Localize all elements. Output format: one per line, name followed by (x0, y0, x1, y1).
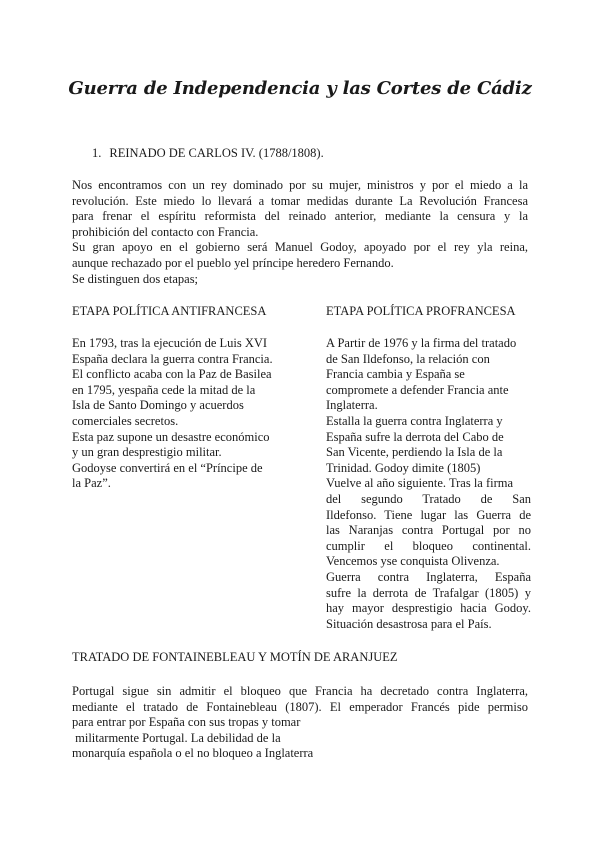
column-line: las Naranjas contra Portugal por no (326, 523, 531, 538)
section-heading-reinado (92, 146, 324, 161)
column-line: San Vicente, perdiendo la Isla de la (326, 445, 503, 460)
column-line: hay mayor desprestigio hacia Godoy. (326, 601, 531, 616)
column-line: En 1793, tras la ejecución de Luis XVI (72, 336, 268, 350)
document-title: Guerra de Independencia y las Cortes de Cádiz (68, 78, 532, 99)
column-line: Inglaterra. (326, 398, 378, 413)
column-line: Isla de Santo Domingo y acuerdos (72, 398, 244, 413)
paragraph-line: aunque rechazado por el pueblo yel príncipe heredero Fernando. (72, 255, 394, 270)
paragraph-fontainebleau (72, 684, 528, 762)
left-column-heading: ETAPA POLÍTICA ANTIFRANCESA (72, 304, 267, 318)
right-column-text (326, 336, 531, 632)
column-line: Guerra contra Inglaterra, España (326, 569, 531, 584)
column-line: del segundo Tratado de San (326, 491, 531, 506)
column-line: Esta paz supone un desastre económico (72, 429, 270, 444)
column-line: en 1795, yespaña cede la mitad de la (72, 382, 256, 397)
column-line: de San Ildefonso, la relación con (326, 351, 490, 366)
column-line: Vuelve al año siguiente. Tras la firma (326, 476, 514, 491)
column-line: Francia cambia y España se (326, 367, 465, 382)
column-line: sufre la derrota de Trafalgar (1805) y (326, 585, 531, 600)
paragraph-line: Su gran apoyo en el gobierno será Manuel Godoy, apoyado por el rey yla reina, (72, 240, 528, 255)
column-line: y un gran desprestigio militar. (72, 445, 222, 460)
column-line: Ildefonso. Tiene lugar las Guerra de (326, 507, 531, 522)
paragraph-line: Nos encontramos con un rey dominado por su mujer, ministros y por el miedo a la (72, 178, 528, 192)
column-line: comerciales secretos. (72, 413, 179, 428)
paragraph-line: monarquía española o el no bloqueo a Inglaterra (72, 746, 314, 761)
paragraph-line: para entrar por España con sus tropas y tomar (72, 715, 301, 730)
column-line: Godoyse convertirá en el “Príncipe de (72, 460, 263, 475)
paragraph-intro (72, 178, 528, 287)
column-line: cumplir el bloqueo continental. (326, 538, 531, 553)
section-heading-text: REINADO DE CARLOS IV. (1788/1808). (109, 146, 324, 160)
column-line: A Partir de 1976 y la firma del tratado (326, 336, 517, 350)
column-line: Vencemos yse conquista Olivenza. (326, 554, 500, 569)
column-line: la Paz”. (72, 476, 111, 491)
paragraph-line: mediante el tratado de Fontainebleau (1807). El emperador Francés pide permiso (72, 699, 528, 714)
paragraph-line: revolución. Este miedo lo llevará a tomar medidas durante La Revolución Francesa (72, 193, 528, 208)
column-line: España declara la guerra contra Francia. (72, 351, 273, 366)
column-line: España sufre la derrota del Cabo de (326, 429, 504, 444)
column-line: Estalla la guerra contra Inglaterra y (326, 413, 503, 428)
paragraph-line: militarmente Portugal. La debilidad de la (72, 730, 281, 745)
column-line: compromete a defender Francia ante (326, 382, 509, 397)
paragraph-line: Se distinguen dos etapas; (72, 271, 199, 286)
paragraph-line: Portugal sigue sin admitir el bloqueo que Francia ha decretado contra Inglaterra, (72, 684, 528, 698)
column-line: Trinidad. Godoy dimite (1805) (326, 460, 481, 475)
section-heading-fontainebleau: TRATADO DE FONTAINEBLEAU Y MOTÍN DE ARANJUEZ (72, 650, 398, 664)
left-column-text (72, 336, 297, 492)
paragraph-line: para frenar el espíritu reformista del reinado anterior, mediante la censura y la (72, 209, 528, 224)
column-line: El conflicto acaba con la Paz de Basilea (72, 367, 272, 382)
paragraph-line: prohibición del contacto con Francia. (72, 224, 259, 239)
right-column-heading: ETAPA POLÍTICA PROFRANCESA (326, 304, 516, 318)
list-number: 1. (92, 146, 102, 160)
column-line: Situación desastrosa para el País. (326, 616, 492, 631)
